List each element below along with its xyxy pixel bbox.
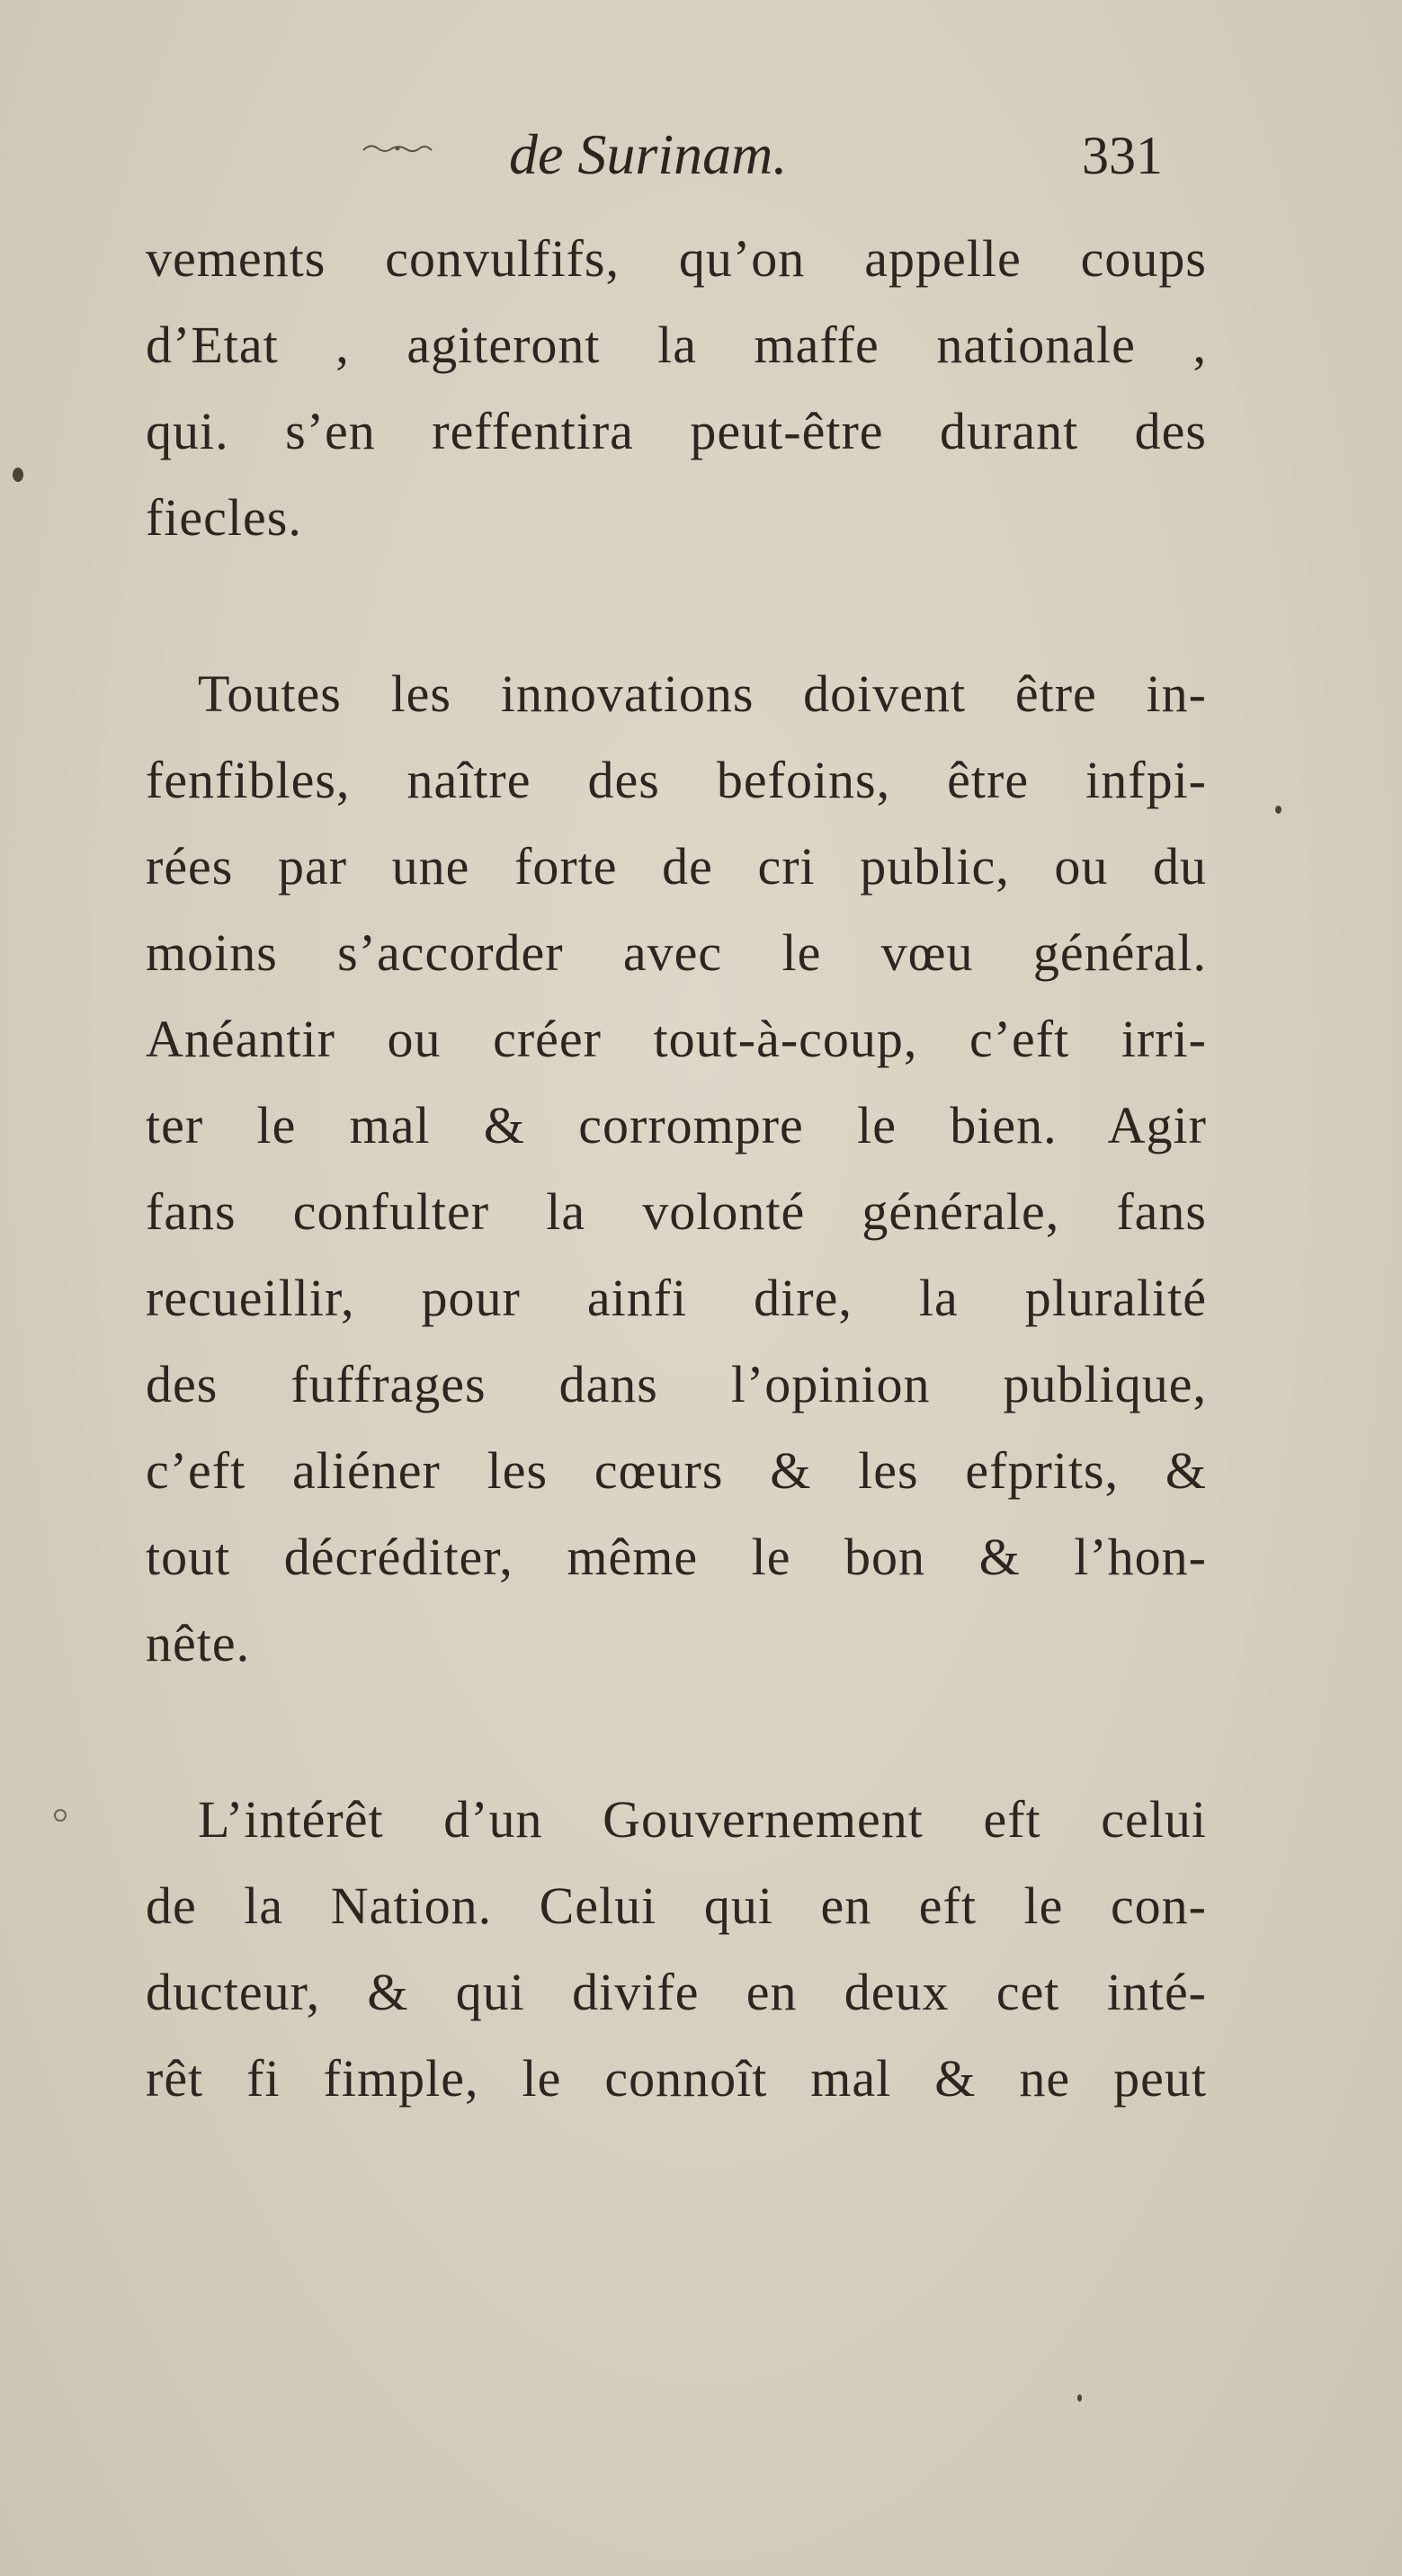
- paper-spot: [1077, 2394, 1082, 2402]
- text-line: des fuffrages dans l’opinion publique,: [146, 1355, 1207, 1413]
- paper-spot: [13, 468, 23, 482]
- paper-spot: [1275, 806, 1281, 814]
- text-line: Toutes les innovations doivent être in-: [198, 664, 1207, 723]
- text-line: L’intérêt d’un Gouvernement eft celui: [198, 1790, 1207, 1849]
- text-line: moins s’accorder avec le vœu général.: [146, 923, 1207, 982]
- paper-spot: [54, 1809, 67, 1822]
- text-line: ducteur, & qui divife en deux cet inté-: [146, 1963, 1207, 2021]
- text-line: Anéantir ou créer tout-à-coup, c’eft irri-: [146, 1010, 1207, 1068]
- text-line: ter le mal & corrompre le bien. Agir: [146, 1096, 1207, 1154]
- page-header: [0, 121, 1402, 202]
- body-text: [146, 216, 1207, 2122]
- text-line: fenfibles, naître des befoins, être infpi-: [146, 751, 1207, 809]
- text-line: fiecles.: [146, 488, 302, 547]
- text-line: qui. s’en reffentira peut-être durant des: [146, 402, 1207, 460]
- paragraph-2: [146, 651, 1207, 1687]
- text-line: c’eft aliéner les cœurs & les efprits, &: [146, 1441, 1207, 1500]
- paragraph-1: [146, 216, 1207, 561]
- text-line: nête.: [146, 1614, 251, 1672]
- text-line: recueillir, pour ainfi dire, la pluralité: [146, 1269, 1207, 1327]
- text-line: fans confulter la volonté générale, fans: [146, 1182, 1207, 1241]
- page-number: 331: [1082, 126, 1163, 185]
- text-line: rêt fi fimple, le connoît mal & ne peut: [146, 2049, 1207, 2108]
- text-line: de la Nation. Celui qui en eft le con-: [146, 1876, 1207, 1935]
- printer-ornament-icon: [362, 139, 433, 157]
- running-title: de Surinam.: [509, 122, 788, 186]
- paragraph-gap: [146, 561, 1207, 651]
- text-line: vements convulfifs, qu’on appelle coups: [146, 229, 1207, 288]
- text-line: d’Etat , agiteront la maffe nationale ,: [146, 316, 1207, 374]
- text-line: rées par une forte de cri public, ou du: [146, 837, 1207, 896]
- text-line: tout décréditer, même le bon & l’hon-: [146, 1528, 1207, 1586]
- paragraph-3: [146, 1777, 1207, 2122]
- paragraph-gap: [146, 1687, 1207, 1777]
